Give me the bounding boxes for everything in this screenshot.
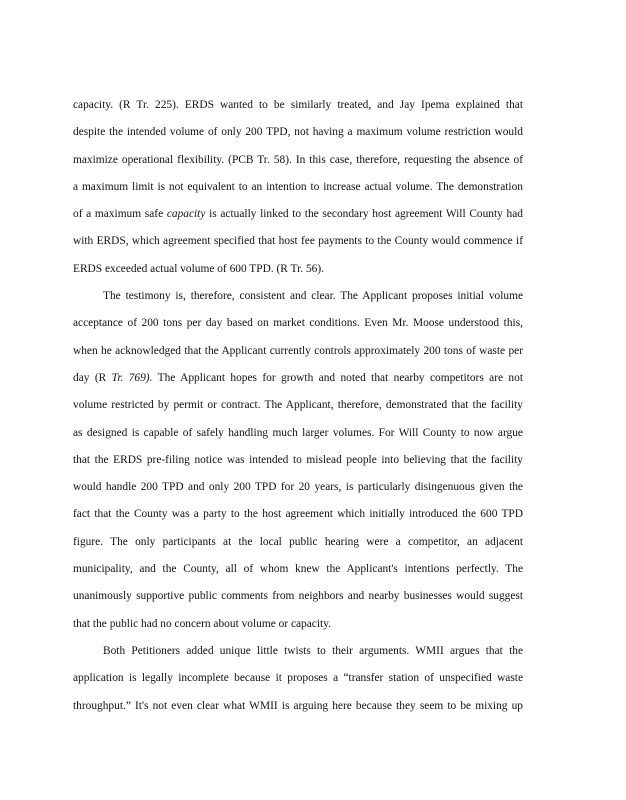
text-line: despite the intended volume of only 200 TPD, not having a maximum volume restriction would bbox=[73, 126, 523, 139]
document-body bbox=[73, 92, 523, 720]
text-line: with ERDS, which agreement specified that host fee payments to the County would commence if bbox=[73, 235, 523, 248]
text-line: a maximum limit is not equivalent to an intention to increase actual volume. The demonstration bbox=[73, 180, 523, 193]
emphasis-citation: Tr. 769). bbox=[111, 371, 153, 384]
text-line: would handle 200 TPD and only 200 TPD for 20 years, is particularly disingenuous given the bbox=[73, 481, 523, 494]
text-line: of a maximum safe capacity is actually linked to the secondary host agreement Will County had bbox=[73, 208, 523, 221]
text-line: capacity. (R Tr. 225). ERDS wanted to be similarly treated, and Jay Ipema explained that bbox=[73, 99, 523, 111]
paragraph-3 bbox=[73, 638, 523, 720]
text-line: unanimously supportive public comments from neighbors and nearby businesses would suggest bbox=[73, 590, 523, 603]
text-line: The testimony is, therefore, consistent and clear. The Applicant proposes initial volume bbox=[103, 290, 523, 303]
text-line: that the public had no concern about volume or capacity. bbox=[73, 617, 331, 630]
paragraph-2 bbox=[73, 283, 523, 638]
text-line: maximize operational flexibility. (PCB Tr. 58). In this case, therefore, requesting the absence of bbox=[73, 153, 523, 166]
text-line: figure. The only participants at the local public hearing were a competitor, an adjacent bbox=[73, 535, 523, 548]
paragraph-1 bbox=[73, 92, 523, 283]
text-line: day (R Tr. 769). The Applicant hopes for growth and noted that nearby competitors are not bbox=[73, 371, 523, 384]
text-line: application is legally incomplete because it proposes a “transfer station of unspecified waste bbox=[73, 672, 523, 685]
text-line: acceptance of 200 tons per day based on market conditions. Even Mr. Moose understood this, bbox=[73, 317, 523, 330]
text-line: volume restricted by permit or contract. The Applicant, therefore, demonstrated that the facility bbox=[73, 399, 523, 412]
text-line: Both Petitioners added unique little twists to their arguments. WMII argues that the bbox=[103, 644, 523, 657]
emphasis-capacity: capacity bbox=[166, 208, 206, 221]
text-line: throughput.” It's not even clear what WMII is arguing here because they seem to be mixing up bbox=[73, 699, 523, 712]
text-line: fact that the County was a party to the host agreement which initially introduced the 600 TPD bbox=[73, 508, 523, 521]
text-line: ERDS exceeded actual volume of 600 TPD. (R Tr. 56). bbox=[73, 262, 324, 275]
text-line: that the ERDS pre-filing notice was intended to mislead people into believing that the facility bbox=[73, 453, 523, 466]
text-line: when he acknowledged that the Applicant currently controls approximately 200 tons of waste per bbox=[73, 344, 523, 357]
text-line: as designed is capable of safely handling much larger volumes. For Will County to now argue bbox=[73, 426, 523, 439]
text-line: municipality, and the County, all of whom knew the Applicant's intentions perfectly. The bbox=[73, 563, 523, 576]
